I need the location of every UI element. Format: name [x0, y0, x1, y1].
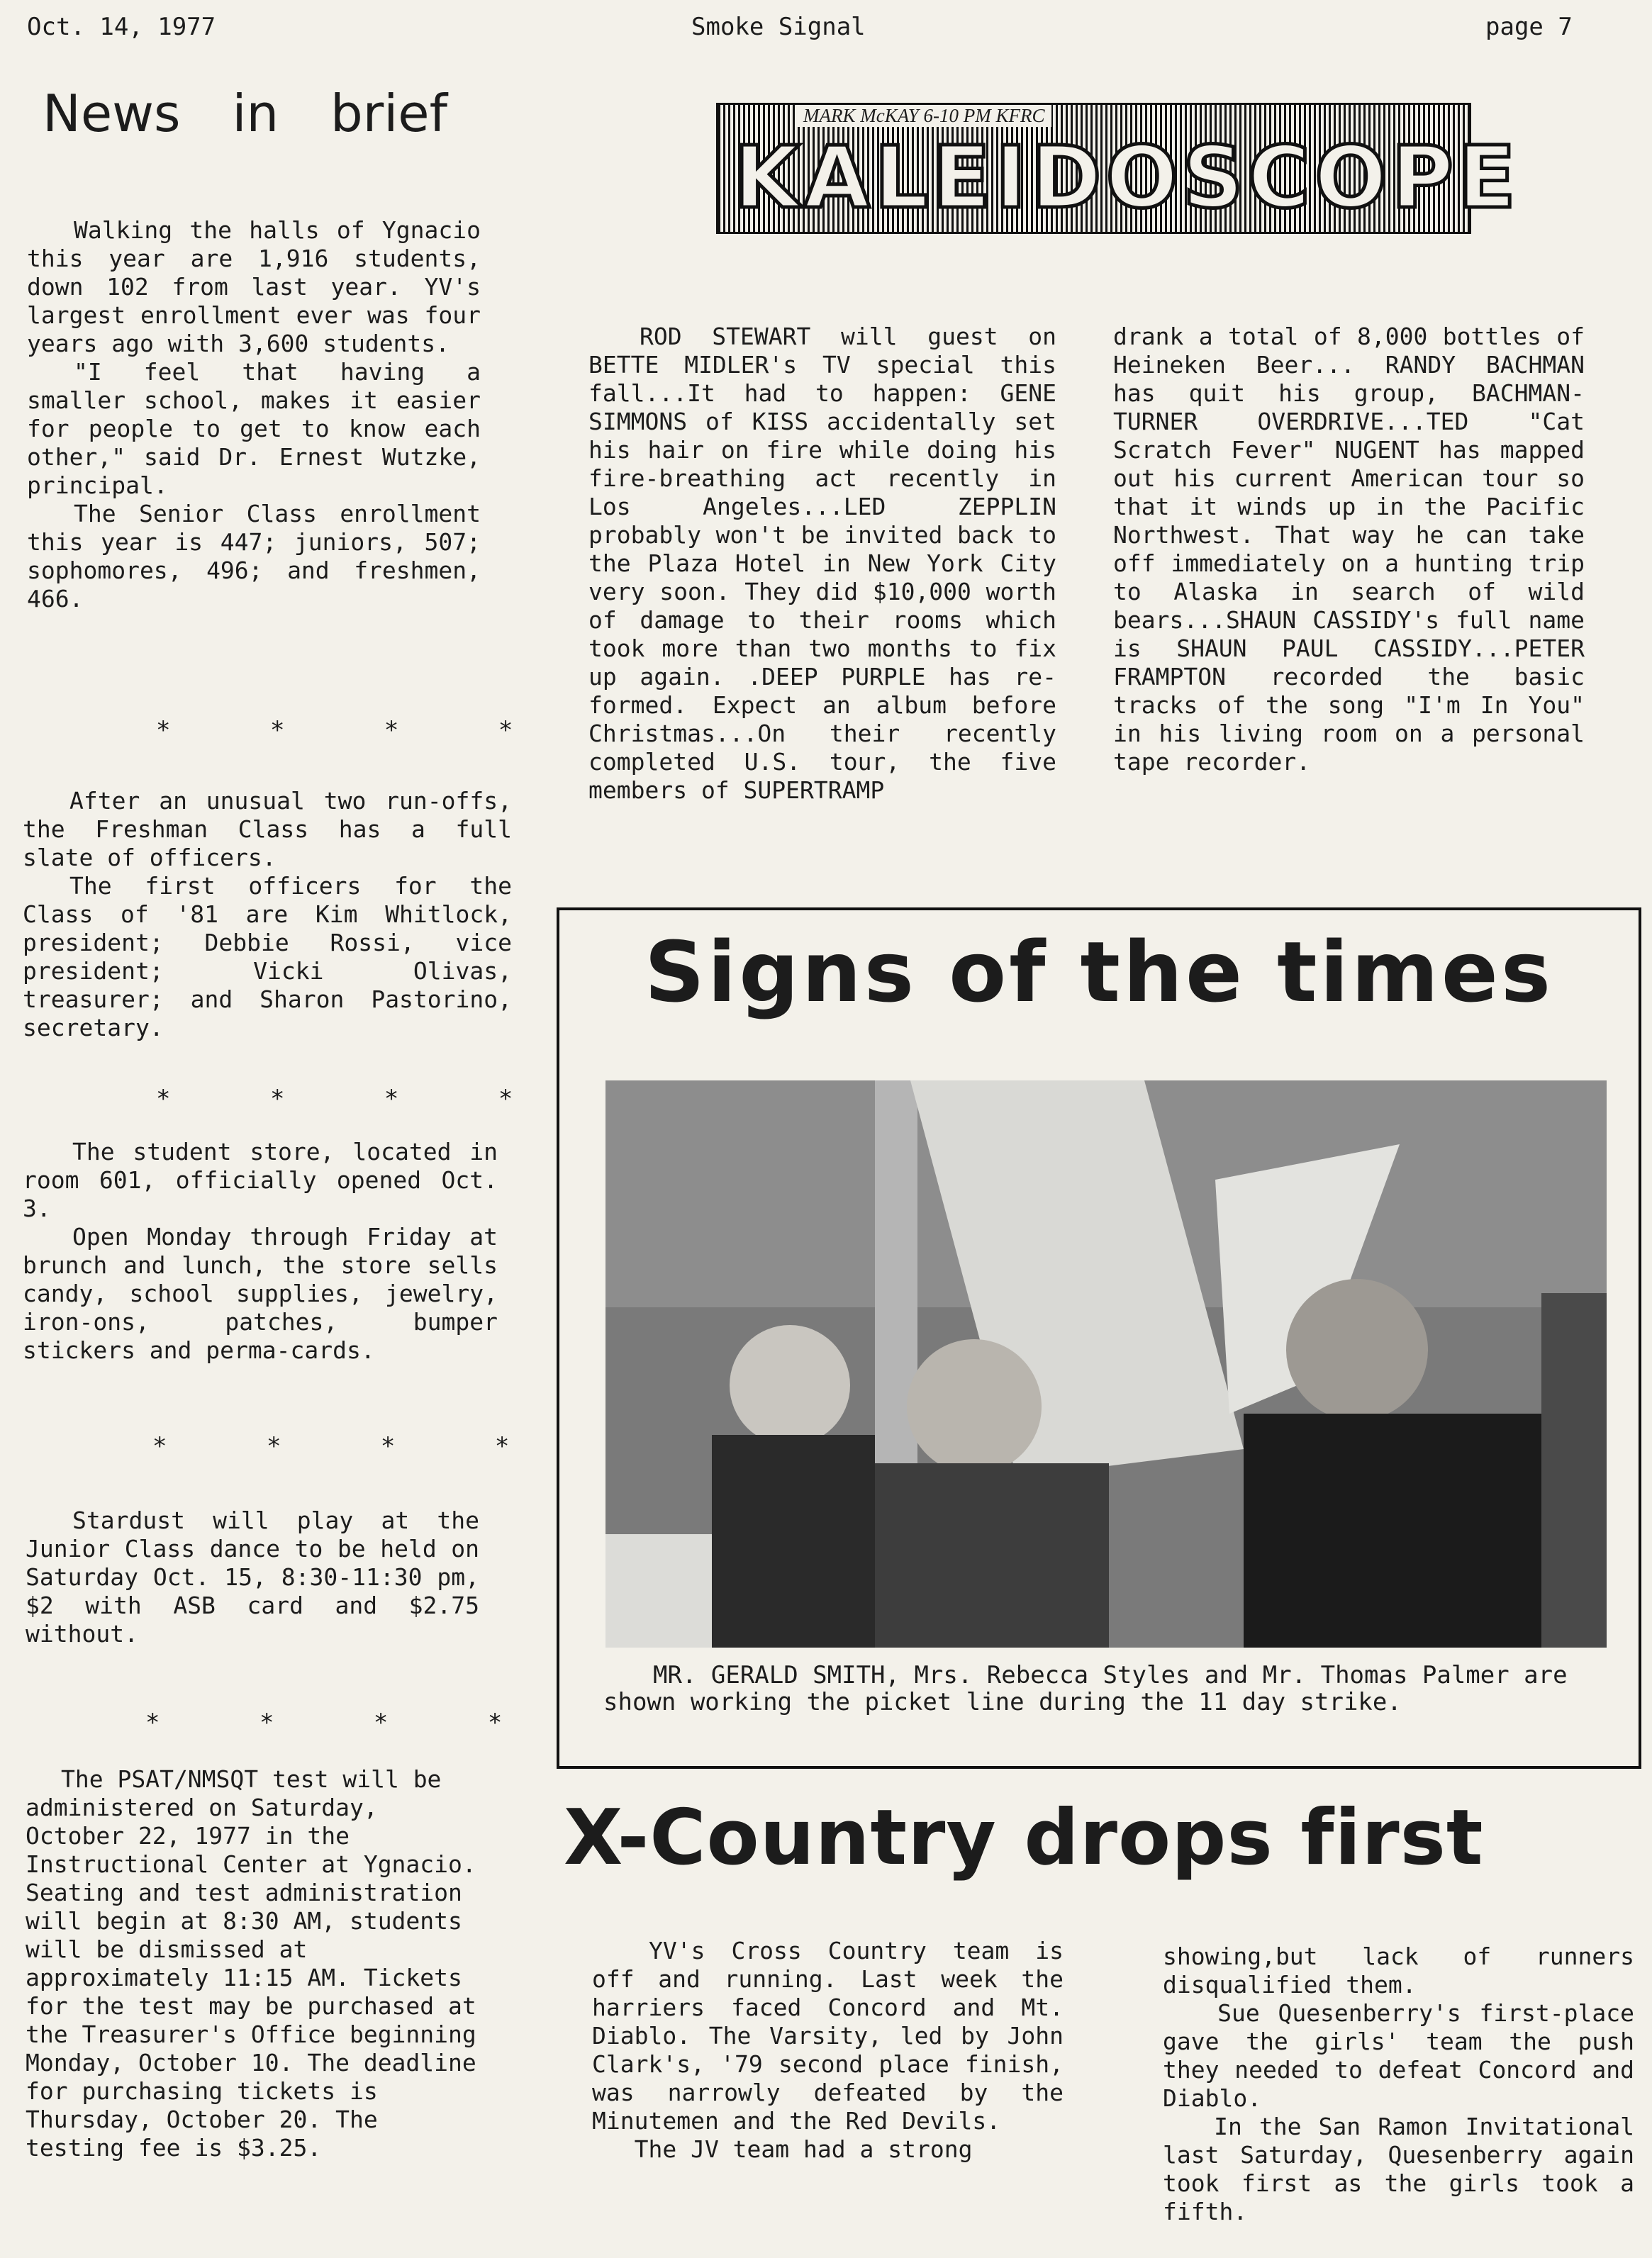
news-paragraph: The Senior Class enrollment this year is 447; juniors, 507; sophomores, 496; and freshmen, 466. [27, 500, 495, 613]
news-paragraph: The first officers for the Class of '81 are Kim Whitlock, president; Debbie Rossi, vice president; Vicki Olivas, treasurer; and Sharon Pastorino, secretary. [23, 872, 526, 1041]
news-paragraph: The PSAT/NMSQT test will be administered on Saturday, October 22, 1977 in the Instructional Center at Ygnacio. Seating and test administration will begin at 8:30 AM, students will be dismissed at approximately 11:15 AM. Tickets for the test may be purchased at the Treasurer's Office beginning Monday, October 10. The deadline for purchasing tickets is Thursday, October 20. The testing fee is $3.25. [26, 1765, 491, 2162]
banner-byline: MARK McKAY 6-10 PM KFRC [796, 105, 1051, 127]
xcountry-column-2 [1163, 1943, 1634, 2226]
news-paragraph: After an unusual two run-offs, the Freshman Class has a full slate of officers. [23, 787, 526, 871]
news-paragraph: Walking the halls of Ygnacio this year are 1,916 students, down 102 from last year. YV's largest enrollment ever was four years ago with 3,600 students. [27, 216, 495, 357]
news-item-store [23, 1138, 512, 1365]
xcountry-headline: X-Country drops first [564, 1794, 1484, 1882]
separator-stars: * * * * [145, 1709, 545, 1737]
picket-line-photo [605, 1080, 1607, 1648]
news-item-psat [26, 1765, 491, 2162]
news-item-dance [26, 1507, 493, 1648]
signs-title: Signs of the times [644, 923, 1554, 1021]
news-item-enrollment [27, 216, 495, 613]
column-text: drank a total of 8,000 bottles of Heineken Beer... RANDY BACHMAN has quit his group, BACHMAN-TURNER OVERDRIVE...TED "Cat Scratch Fever" NUGENT has mapped out his current American tour so that it winds up in the Pacific Northwest. That way he can take off immediately on a hunting trip to Alaska in search of wild bears...SHAUN CASSIDY's full name is SHAUN PAUL CASSIDY...PETER FRAMPTON recorded the basic tracks of the song "I'm In You" in his living room on a personal tape recorder. [1113, 323, 1599, 776]
column-text: YV's Cross Country team is off and running. Last week the harriers faced Concord and Mt. Diablo. The Varsity, led by John Clark's, '79 second place finish, was narrowly defeated by the Minutemen and the Red Devils. The JV team had a strong [592, 1937, 1064, 2163]
issue-date: Oct. 14, 1977 [27, 13, 216, 41]
news-in-brief-title: News in brief [43, 84, 447, 143]
news-paragraph: Stardust will play at the Junior Class dance to be held on Saturday Oct. 15, 8:30-11:30 pm, $2 with ASB card and $2.75 without. [26, 1507, 493, 1648]
news-paragraph: The student store, located in room 601, officially opened Oct. 3. [23, 1138, 512, 1222]
kaleidoscope-column-1 [588, 323, 1071, 805]
paper-name: Smoke Signal [691, 13, 866, 41]
column-text: ROD STEWART will guest on BETTE MIDLER's TV special this fall...It had to happen: GENE SIMMONS of KISS accidentally set his hair on fire while doing his fire-breathing act recently in Los Angeles...LED ZEPPLIN probably won't be invited back to the Plaza Hotel in New York City very soon. They did $10,000 worth of damage to their rooms which took more than two months to fix up again. .DEEP PURPLE has re-formed. Expect an album before Christmas...On their recently completed U.S. tour, the five members of SUPERTRAMP [588, 323, 1071, 804]
column-text: showing,but lack of runners disqualified them. Sue Quesenberry's first-place gave the girls' team the push they needed to defeat Concord and Diablo. In the San Ramon Invitational last Saturday, Quesenberry again took first as the girls took a fifth. [1163, 1943, 1634, 2225]
page-number: page 7 [1485, 13, 1573, 41]
kaleidoscope-banner [716, 103, 1520, 234]
news-paragraph: "I feel that having a smaller school, makes it easier for people to get to know each other," said Dr. Ernest Wutzke, principal. [27, 358, 495, 499]
signs-of-the-times-box [557, 907, 1641, 1769]
photo-caption: MR. GERALD SMITH, Mrs. Rebecca Styles and Mr. Thomas Palmer are shown working the picket line during the 11 day strike. [603, 1661, 1568, 1716]
kaleidoscope-column-2 [1113, 323, 1599, 776]
news-item-freshman [23, 787, 526, 1042]
separator-stars: * * * * [156, 1085, 556, 1113]
separator-stars: * * * * [156, 716, 556, 744]
news-paragraph: Open Monday through Friday at brunch and lunch, the store sells candy, school supplies, jewelry, iron-ons, patches, bumper stickers and perma-cards. [23, 1223, 512, 1364]
banner-title: KALEIDOSCOPE [734, 129, 1520, 228]
xcountry-column-1 [592, 1937, 1064, 2164]
separator-stars: * * * * [152, 1432, 552, 1460]
